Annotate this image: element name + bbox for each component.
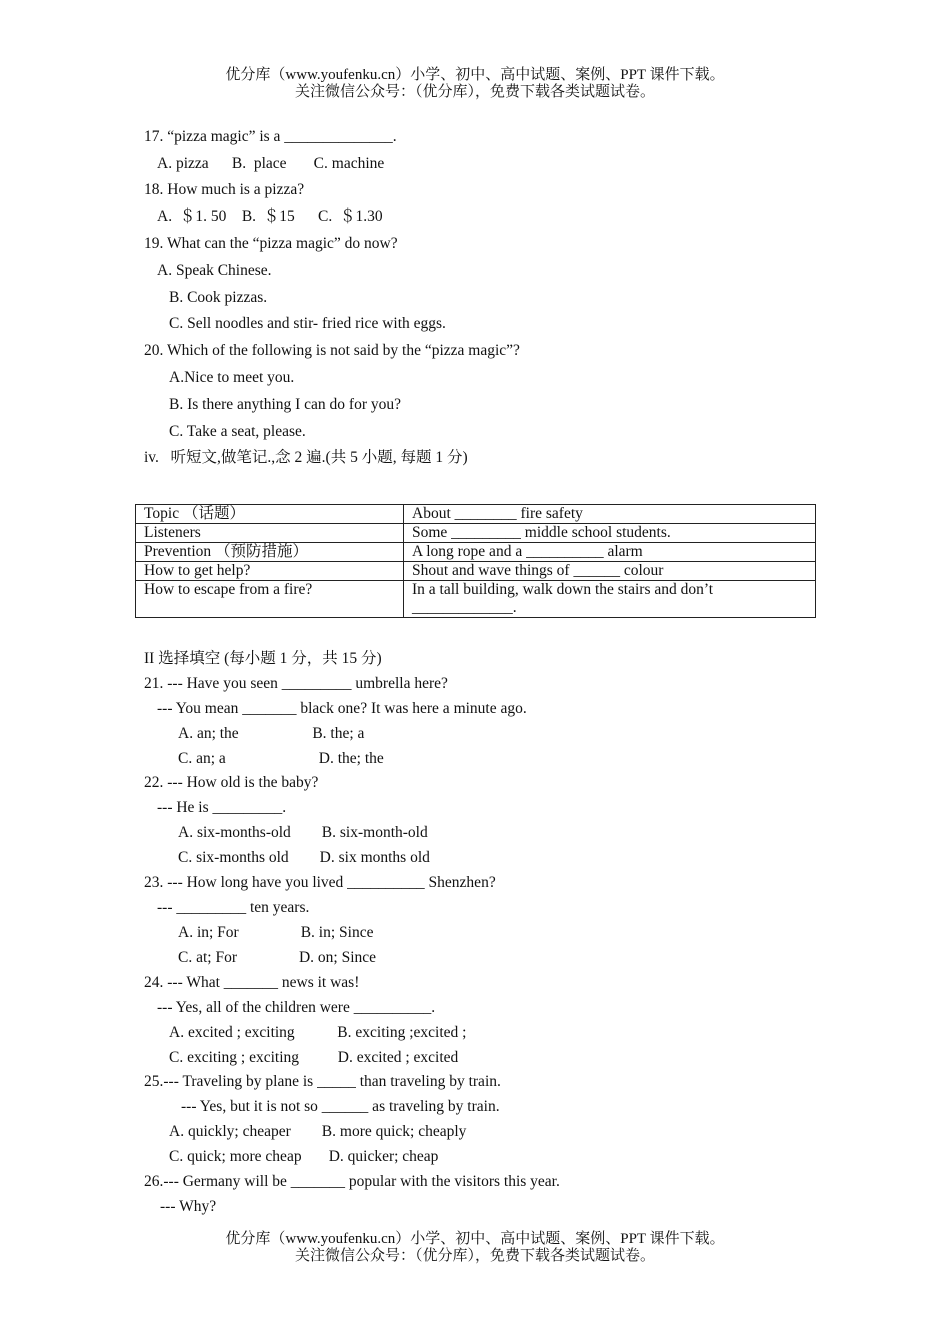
table-row bbox=[136, 562, 816, 581]
q20-option-b: B. Is there anything I can do for you? bbox=[169, 396, 402, 413]
footer-line-2: 关注微信公众号：（优分库），免费下载各类试题试卷。 bbox=[294, 1248, 655, 1264]
table-label: Topic （话题） bbox=[136, 505, 404, 524]
question-21: 21. --- Have you seen _________ umbrella here? bbox=[144, 675, 448, 692]
table-label: How to escape from a fire? bbox=[136, 581, 404, 618]
header-line-2: 关注微信公众号：（优分库），免费下载各类试题试卷。 bbox=[294, 84, 655, 100]
section-iv-heading: iv. 听短文,做笔记.,念 2 遍.(共 5 小题, 每题 1 分) bbox=[144, 449, 468, 466]
table-value: Some _________ middle school students. bbox=[404, 524, 816, 543]
question-18: 18. How much is a pizza? bbox=[144, 181, 305, 198]
table-value: About ________ fire safety bbox=[404, 505, 816, 524]
q21-options-cd: C. an; a D. the; the bbox=[178, 750, 384, 767]
q23-options-ab: A. in; For B. in; Since bbox=[178, 924, 374, 941]
table-row bbox=[136, 543, 816, 562]
q23-reply: --- _________ ten years. bbox=[157, 899, 310, 916]
page-footer bbox=[0, 1231, 950, 1265]
section-ii-heading: II 选择填空 (每小题 1 分，共 15 分) bbox=[144, 650, 382, 667]
q19-option-a: A. Speak Chinese. bbox=[157, 262, 272, 279]
table-row bbox=[136, 505, 816, 524]
q19-option-c: C. Sell noodles and stir- fried rice with eggs. bbox=[169, 315, 446, 332]
question-22: 22. --- How old is the baby? bbox=[144, 774, 319, 791]
table-label: Prevention （预防措施） bbox=[136, 543, 404, 562]
header-line-1: 优分库（www.youfenku.cn）小学、初中、高中试题、案例、PPT 课件下载。 bbox=[225, 67, 725, 83]
table-value: Shout and wave things of ______ colour bbox=[404, 562, 816, 581]
question-26: 26.--- Germany will be _______ popular with the visitors this year. bbox=[144, 1173, 560, 1190]
q21-options-ab: A. an; the B. the; a bbox=[178, 725, 365, 742]
q25-options-cd: C. quick; more cheap D. quicker; cheap bbox=[169, 1148, 439, 1165]
q22-options-cd: C. six-months old D. six months old bbox=[178, 849, 430, 866]
q18-options: A. ＄1. 50 B. ＄15 C. ＄1.30 bbox=[157, 208, 383, 225]
q21-reply: --- You mean _______ black one? It was here a minute ago. bbox=[157, 700, 527, 717]
footer-line-1: 优分库（www.youfenku.cn）小学、初中、高中试题、案例、PPT 课件下载。 bbox=[225, 1231, 725, 1247]
question-23: 23. --- How long have you lived __________ Shenzhen? bbox=[144, 874, 496, 891]
table-value: A long rope and a __________ alarm bbox=[404, 543, 816, 562]
question-24: 24. --- What _______ news it was! bbox=[144, 974, 360, 991]
table-row bbox=[136, 524, 816, 543]
q26-reply: --- Why? bbox=[160, 1198, 217, 1215]
q24-reply: --- Yes, all of the children were __________. bbox=[157, 999, 436, 1016]
page-header bbox=[0, 67, 950, 101]
q25-options-ab: A. quickly; cheaper B. more quick; cheaply bbox=[169, 1123, 467, 1140]
table-value: In a tall building, walk down the stairs and don’t _____________. bbox=[404, 581, 816, 618]
table-label: How to get help? bbox=[136, 562, 404, 581]
q20-option-c: C. Take a seat, please. bbox=[169, 423, 306, 440]
note-taking-table bbox=[135, 504, 816, 618]
q22-reply: --- He is _________. bbox=[157, 799, 287, 816]
q25-reply: --- Yes, but it is not so ______ as traveling by train. bbox=[181, 1098, 500, 1115]
q24-options-ab: A. excited ; exciting B. exciting ;excited ; bbox=[169, 1024, 467, 1041]
table-row bbox=[136, 581, 816, 618]
question-17: 17. “pizza magic” is a ______________. bbox=[144, 128, 397, 145]
q24-options-cd: C. exciting ; exciting D. excited ; excited bbox=[169, 1049, 459, 1066]
q19-option-b: B. Cook pizzas. bbox=[169, 289, 268, 306]
q17-options: A. pizza B. place C. machine bbox=[157, 155, 385, 172]
question-25: 25.--- Traveling by plane is _____ than traveling by train. bbox=[144, 1073, 501, 1090]
q20-option-a: A.Nice to meet you. bbox=[169, 369, 295, 386]
table-label: Listeners bbox=[136, 524, 404, 543]
question-19: 19. What can the “pizza magic” do now? bbox=[144, 235, 398, 252]
q22-options-ab: A. six-months-old B. six-month-old bbox=[178, 824, 428, 841]
question-20: 20. Which of the following is not said by the “pizza magic”? bbox=[144, 342, 520, 359]
q23-options-cd: C. at; For D. on; Since bbox=[178, 949, 377, 966]
